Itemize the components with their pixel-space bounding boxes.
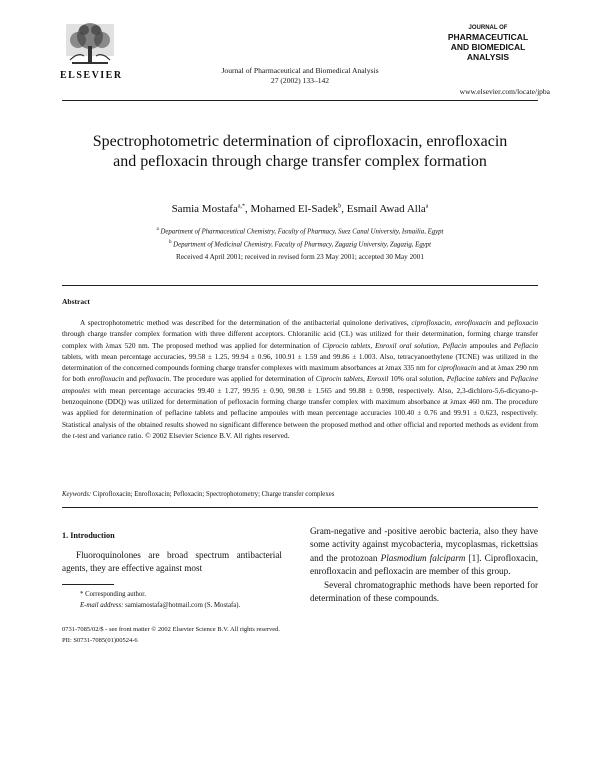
journal-citation [160,66,440,86]
email-note: E-mail address: samiamostafa@hotmail.com (S. Mostafa). [80,602,241,609]
intro-right-column [310,525,538,605]
corresponding-author-note: * Corresponding author. [80,591,146,598]
issn-info [62,625,392,646]
affiliation-a [60,224,540,237]
affiliation-text: Department of Medicinal Chemistry, Faculty of Pharmacy, Zagazig University, Zagazig, Egypt [173,241,432,249]
footnote-rule [62,584,114,585]
author-marks: a,* [237,203,246,210]
intro-left-paragraph: Fluoroquinolones are broad spectrum antibacterial agents, they are effective against most [62,550,282,574]
keywords [62,491,538,498]
copyright-line: 0731-7085/02/$ - see front matter © 2002 Elsevier Science B.V. All rights reserved. [62,626,281,633]
affiliation-mark: a [156,227,159,232]
section-heading: 1. Introduction [62,531,115,540]
journal-logo-line2: AND BIOMEDICAL [450,42,526,52]
affiliation-text: Department of Pharmaceutical Chemistry, Faculty of Pharmacy, Suez Canal University, Ismailia, Egypt [160,228,444,236]
author-name: Esmail Awad Alla [346,203,426,215]
footnote [80,589,300,611]
affiliation-mark: b [168,240,172,246]
email-address[interactable]: samiamostafa@hotmail.com (S. Mostafa). [125,602,241,609]
abstract-heading: Abstract [62,297,90,306]
abstract-top-rule [62,285,538,286]
publisher-name: ELSEVIER [60,70,123,81]
journal-logo [428,24,548,62]
journal-volume: 27 (2002) 133–142 [270,76,330,85]
affiliation-b [60,237,540,250]
author-name: Samia Mostafa [171,203,238,215]
abstract-bottom-rule [62,507,538,508]
keywords-text: Ciprofloxacin; Enrofloxacin; Pefloxacin; Spectrophotometry; Charge transfer complexes [92,491,335,498]
journal-logo-line1: PHARMACEUTICAL [447,32,529,42]
author-marks: a [425,203,429,210]
received-dates: Received 4 April 2001; received in revised form 23 May 2001; accepted 30 May 2001 [176,253,424,261]
keywords-label: Keywords: [62,491,92,498]
author-list: Samia Mostafa$^{a,*}$, Mohamed El-Sadek$^b$, Esmail Awad Alla$^a$ [171,203,429,215]
journal-logo-small: JOURNAL OF [468,25,508,31]
abstract-body: A spectrophotometric method was described for the determination of the antibacterial quinolone derivatives, ciprofloxacin, enrofloxacin and pefloxacin through charge transfer complex formation with three different acceptors. Chloranilic acid (CL) was utilized for their determination, forming charge transfer complex with λmax 520 nm. The proposed method was applied for determination of Ciprocin tablets, Enroxil oral solution, Peflacin ampoules and Peflacin tablets, with mean percentage accuracies, 99.58 ± 1.25, 99.94 ± 0.96, 100.91 ± 1.59 and 99.86 ± 1.003. Also, tetracyanoethylene (TCNE) was utilized in the determination of the concerned compounds forming charge transfer complexes with maximum absorbances at λmax 335 nm for ciprofloxacin and at λmax 290 nm for both enrofloxacin and pefloxacin. The procedure was applied for determination of Ciprocin tablets, Enroxil 10% oral solution, Peflacine tablets and Peflacine ampoules with mean percentage accuracies 99.40 ± 1.27, 99.95 ± 0.90, 98.98 ± 1.565 and 99.88 ± 0.998, respectively. Also, 2,3-dichloro-5,6-dicyano-p-benzoquinone (DDQ) was utilized for determination of pefloxacin forming charge transfer complex with maximum absorbance at λmax 460 nm. The procedure was applied for determination of peflacine tablets and peflacine ampoules with mean percentage accuracies 100.40 ± 0.76 and 99.91 ± 0.623, respectively. Statistical analysis of the obtained results showed no significant difference between the proposed method and other official and reported methods as evident from the t-test and variance ratio. © 2002 Elsevier Science B.V. All rights reserved. [62,318,539,440]
header-rule [62,100,538,101]
author-marks: b [338,203,342,210]
pii-line: PII: S0731-7085(01)00524-6 [62,636,138,644]
article-title: Spectrophotometric determination of ciprofloxacin, enrofloxacin and pefloxacin through charge transfer complex formation [92,133,508,170]
affiliations [60,224,540,251]
intro-right-paragraph: Gram-negative and -positive aerobic bacteria, also they have some activity against mycobacteria, mycoplasmas, rickettsias and the protozoan Plasmodium falciparm [1]. Ciprofloxacin, enrofloxacin and pefloxacin are member of this group. [310,526,538,577]
journal-logo-line3: ANALYSIS [466,52,510,62]
intro-right-paragraph: Several chromatographic methods have been reported for determination of these compounds. [310,579,538,604]
author-name: Mohamed El-Sadek [250,203,339,215]
journal-name: Journal of Pharmaceutical and Biomedical Analysis [221,66,379,75]
elsevier-tree-logo [62,20,118,68]
journal-url[interactable]: www.elsevier.com/locate/jpba [459,87,550,96]
